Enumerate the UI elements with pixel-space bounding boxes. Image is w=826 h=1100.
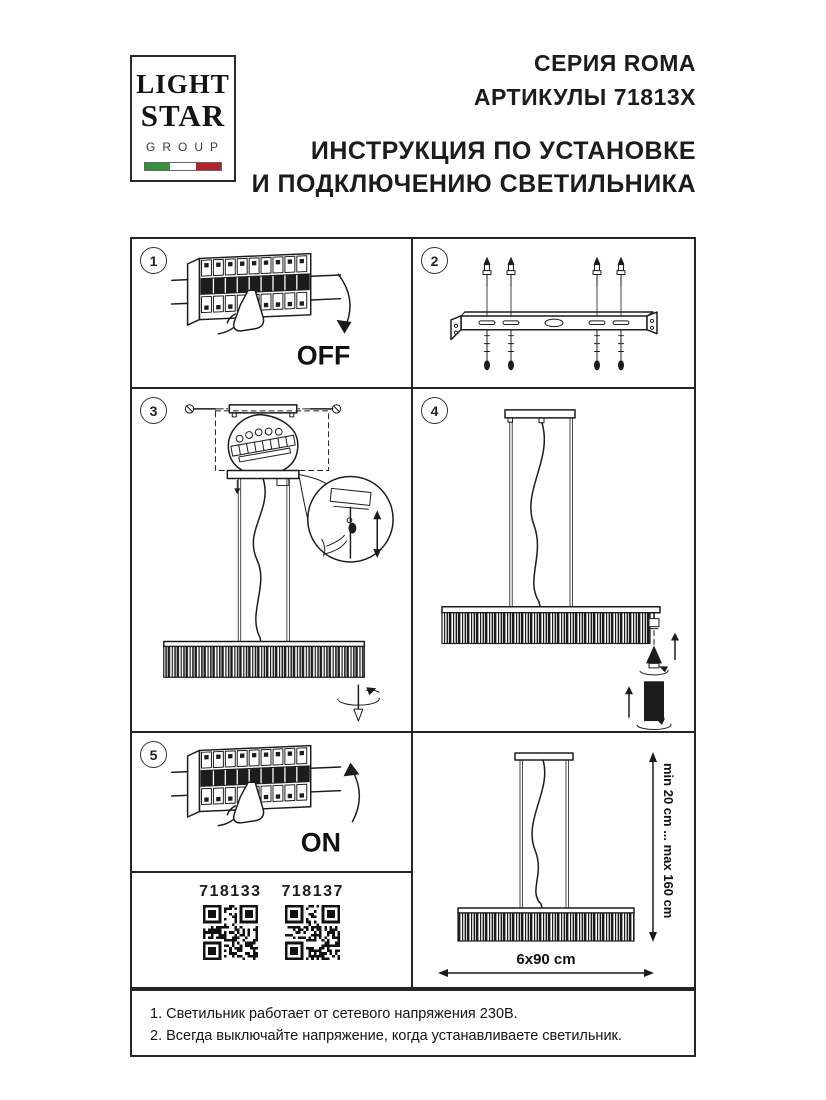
on-label: ON bbox=[300, 827, 341, 858]
note-line-1: 1. Светильник работает от сетевого напряжения 230В. bbox=[150, 1006, 518, 1022]
step-1-panel bbox=[132, 239, 413, 389]
pendant-dimensions-diagram bbox=[413, 733, 694, 987]
flag-white-segment bbox=[170, 163, 195, 170]
logo-word-group: GROUP bbox=[145, 140, 225, 154]
articles-title: АРТИКУЛЫ 71813X bbox=[473, 84, 696, 110]
step-3-badge: 3 bbox=[140, 397, 167, 424]
step-4-panel bbox=[413, 389, 694, 733]
lightstar-logo bbox=[130, 55, 236, 182]
width-label: 6x90 cm bbox=[516, 951, 576, 968]
mounting-bracket-screws-diagram bbox=[413, 239, 694, 387]
bracket bbox=[451, 312, 657, 340]
flag-green-segment bbox=[145, 163, 170, 170]
qr-code-718137 bbox=[285, 905, 340, 960]
instruction-title-line1: ИНСТРУКЦИЯ ПО УСТАНОВКЕ bbox=[310, 137, 696, 165]
logo-word-light: LIGHT bbox=[136, 69, 230, 99]
step-2-panel bbox=[413, 239, 694, 389]
qr-block-right bbox=[282, 883, 344, 987]
article-number-718133: 718133 bbox=[199, 883, 262, 900]
anchors-and-screws bbox=[483, 257, 625, 370]
off-label: OFF bbox=[296, 340, 351, 371]
suspension-height-label: min 20 cm ... max 160 cm bbox=[661, 763, 676, 919]
note-line-2: 2. Всегда выключайте напряжение, когда устанавливаете светильник. bbox=[150, 1028, 622, 1045]
circuit-breaker-on-diagram bbox=[132, 733, 411, 871]
step-5-panel bbox=[132, 733, 413, 873]
dimensions-panel bbox=[413, 733, 694, 987]
circuit-breaker-off-diagram bbox=[132, 239, 411, 387]
steps-grid bbox=[130, 237, 696, 989]
ceiling-mount-wiring-diagram bbox=[132, 389, 411, 731]
step-4-badge: 4 bbox=[421, 397, 448, 424]
pendant-bulb-install-diagram bbox=[413, 389, 694, 731]
article-number-718137: 718137 bbox=[281, 883, 344, 900]
instruction-title-line2: И ПОДКЛЮЧЕНИЮ СВЕТИЛЬНИКА bbox=[251, 170, 696, 198]
header bbox=[252, 50, 696, 201]
safety-notes-box bbox=[130, 989, 696, 1057]
series-title: СЕРИЯ ROMA bbox=[533, 50, 696, 76]
qr-block-left bbox=[199, 883, 261, 987]
step-5-badge: 5 bbox=[140, 741, 167, 768]
flag-red-segment bbox=[196, 163, 221, 170]
logo-word-star: STAR bbox=[140, 98, 226, 133]
qr-panel bbox=[132, 873, 413, 987]
step-1-badge: 1 bbox=[140, 247, 167, 274]
italian-flag-icon bbox=[144, 162, 222, 171]
step-2-badge: 2 bbox=[421, 247, 448, 274]
qr-code-718133 bbox=[203, 905, 258, 960]
step-3-panel bbox=[132, 389, 413, 733]
instruction-title bbox=[252, 135, 696, 201]
